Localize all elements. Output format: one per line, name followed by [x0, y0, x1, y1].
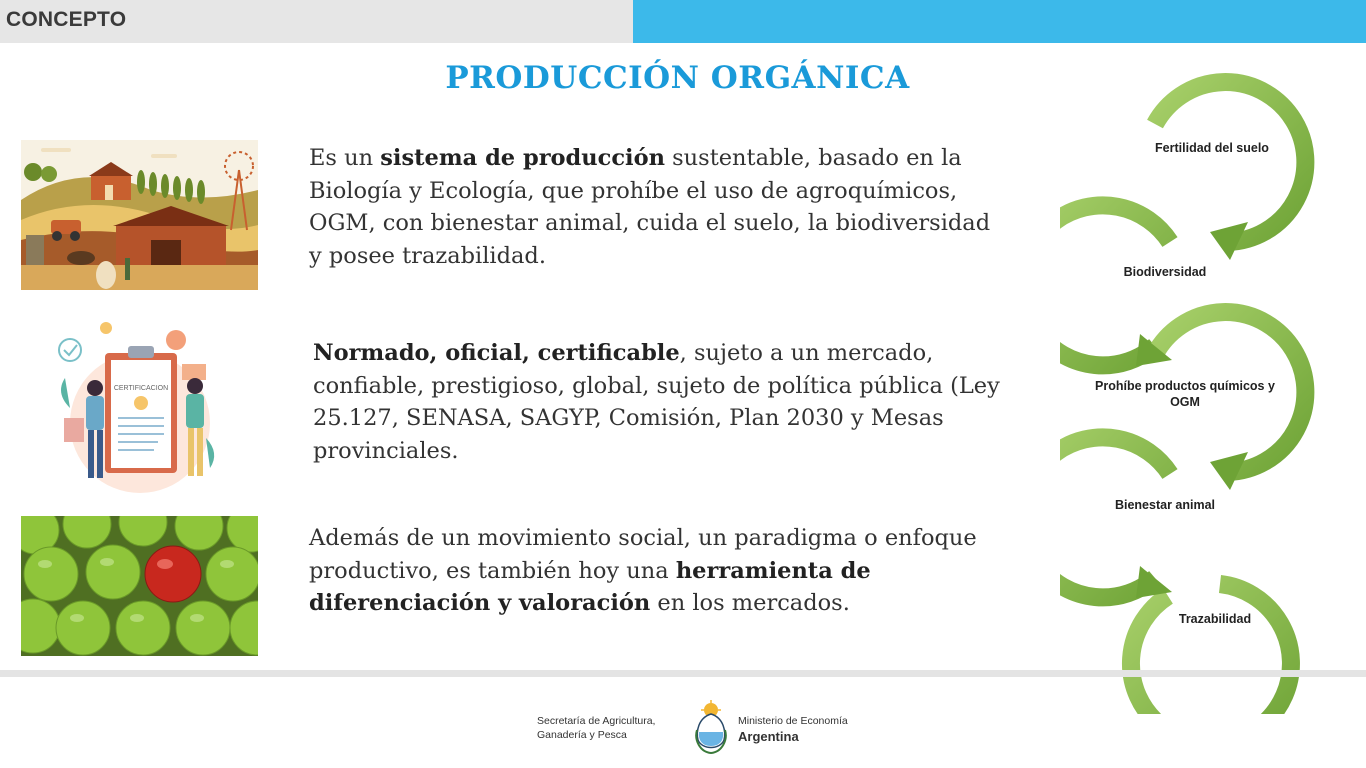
cycle-step-soil-fertility: Fertilidad del suelo	[1155, 141, 1269, 155]
top-header-bar	[0, 0, 1366, 43]
farm-illustration	[21, 140, 258, 290]
paragraph-text: sustentable, basado en la Biología y Ecología, que prohíbe el uso de agroquímicos, OGM, con bienestar animal, cuida el suelo, la biodiversidad y posee trazabilidad.	[309, 145, 991, 269]
cycle-step-no-chemicals: Prohíbe productos químicos y OGM	[1095, 379, 1275, 409]
cycle-step-animal-welfare: Bienestar animal	[1114, 498, 1216, 512]
argentina-coat-of-arms-icon	[694, 700, 728, 754]
ministerio-line-2: Argentina	[738, 729, 799, 744]
footer-divider	[0, 670, 1366, 677]
paragraph-text: Es un	[309, 145, 381, 171]
paragraph-text: Además de un movimiento social, un paradigma o enfoque productivo, es también hoy una	[309, 525, 977, 584]
secretaria-line-2: Ganadería y Pesca	[537, 729, 627, 741]
paragraph-emphasis: Normado, oficial, certificable	[313, 340, 680, 366]
cycle-arrow-1	[1155, 82, 1305, 242]
cycle-arrow-5	[1131, 584, 1291, 714]
paragraph-regulation	[313, 337, 1033, 467]
paragraph-emphasis: sistema de producción	[380, 145, 665, 171]
cycle-arrow-4	[1060, 437, 1170, 597]
slide-title: PRODUCCIÓN ORGÁNICA	[445, 60, 910, 96]
ministerio-text	[738, 714, 848, 745]
cycle-step-traceability: Trazabilidad	[1178, 612, 1252, 626]
certification-illustration	[50, 318, 230, 496]
apples-photo	[21, 516, 258, 656]
secretaria-text	[537, 714, 655, 742]
section-label: CONCEPTO	[6, 8, 127, 31]
cycle-step-biodiversity: Biodiversidad	[1123, 265, 1207, 279]
paragraph-differentiation	[309, 522, 1029, 620]
cycle-diagram	[1060, 64, 1360, 714]
paragraph-text: en los mercados.	[650, 590, 850, 616]
paragraph-definition	[309, 142, 1009, 272]
secretaria-line-1: Secretaría de Agricultura,	[537, 715, 656, 727]
paragraph-text: , sujeto a un mercado, confiable, prestigioso, global, sujeto de política pública (Ley 25.127, SENASA, SAGYP, Comisión, Plan 2030 y Mesas provinciales.	[313, 340, 1000, 464]
paragraph-emphasis: herramienta de diferenciación y valoración	[309, 557, 871, 616]
ministerio-line-1: Ministerio de Economía	[738, 715, 848, 727]
header-blue-panel	[633, 0, 1366, 43]
certification-badge-text: CERTIFICACION	[113, 385, 169, 392]
